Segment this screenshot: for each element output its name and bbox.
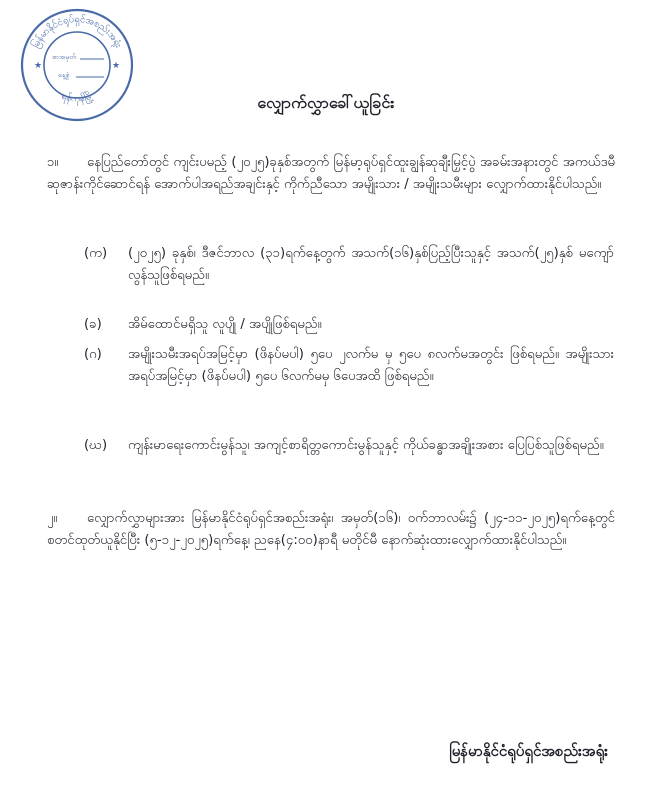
- requirement-item: [84, 314, 614, 336]
- signature-organization: မြန်မာနိုင်ငံရုပ်ရှင်အစည်းအရုံး: [449, 742, 608, 760]
- paragraph-1-number: ၁။: [47, 155, 59, 170]
- seal-bottom-text: ရန်ကုန်မြို့: [59, 90, 95, 105]
- paragraph-2-number: ၂။: [47, 511, 58, 526]
- seal-star-left: ★: [34, 61, 43, 71]
- seal-field2-label: နေ့စွဲ: [58, 71, 70, 79]
- paragraph-2-text: လျှောက်လွှာများအား မြန်မာနိုင်ငံရုပ်ရှင်အစည်းအရုံး၊ အမှတ်(၁၆)၊ ဝက်ဘာလမ်း၌ (၂၄-၁၁-၂၀၂၅)ရက်နေ့တွင် စတင်ထုတ်ယူနိုင်ပြီး (၅-၁၂-၂၀၂၅)ရက်နေ့၊ ညနေ(၄:၀၀)နာရီ မတိုင်မီ နောက်ဆုံးထားလျှောက်ထားနိုင်ပါသည်။: [47, 511, 615, 548]
- requirement-text: အမျိုးသမီးအရပ်အမြင့်မှာ (ဖိနပ်မပါ) ၅ပေ ၂လက်မ မှ ၅ပေ ၈လက်မအတွင်း ဖြစ်ရမည်။ အမျိုးသားအရပ်အမြင့်မှာ (ဖိနပ်မပါ) ၅ပေ ၆လက်မမှ ၆ပေအထိ ဖြစ်ရမည်။: [128, 347, 614, 384]
- requirement-mark: (ဂ): [84, 347, 102, 362]
- requirement-item: [84, 344, 614, 388]
- seal-ring-text: မြန်မာနိုင်ငံရုပ်ရှင်အစည်းအရုံး: [30, 13, 124, 50]
- requirement-text: ကျန်းမာရေးကောင်းမွန်သူ၊ အကျင့်စာရိတ္တကောင်းမွန်သူနှင့် ကိုယ်ခန္ဓာအချိုးအစား ပြေပြစ်သူဖြစ်ရမည်။: [128, 438, 604, 453]
- seal-star-right: ★: [112, 61, 121, 71]
- paragraph-2: [47, 508, 615, 552]
- requirement-mark: (ခ): [84, 317, 102, 332]
- requirement-item: [84, 435, 614, 457]
- requirement-mark: (က): [84, 246, 108, 261]
- requirement-text: အိမ်ထောင်မရှိသူ လူပျို / အပျိုဖြစ်ရမည်။: [128, 317, 322, 332]
- paragraph-1-text: နေပြည်တော်တွင် ကျင်းပမည့် (၂၀၂၅)ခုနှစ်အတွက် မြန်မာ့ရုပ်ရှင်ထူးချွန်ဆုချီးမြှင့်ပွဲ အခမ်းအနားတွင် အကယ်ဒမီဆုဇာန်းကိုင်ဆောင်ရန် အောက်ပါအရည်အချင်းနှင့် ကိုက်ညီသော အမျိုးသား / အမျိုးသမီးများ လျှောက်ထားနိုင်ပါသည်။: [47, 155, 615, 192]
- requirement-item: [84, 243, 614, 287]
- document-title: လျှောက်လွှာခေါ်ယူခြင်း: [257, 93, 395, 112]
- seal-field1-label: စာအမှတ်: [52, 53, 77, 61]
- requirement-text: (၂၀၂၅) ခုနှစ်၊ ဒီဇင်ဘာလ (၃၁)ရက်နေ့တွက် အသက်(၁၆)နှစ်ပြည့်ပြီးသူနှင့် အသက်(၂၅)နှစ် မကျော်လွန်သူဖြစ်ရမည်။: [128, 246, 614, 283]
- requirement-mark: (ဃ): [84, 438, 108, 453]
- paragraph-1: [47, 152, 615, 196]
